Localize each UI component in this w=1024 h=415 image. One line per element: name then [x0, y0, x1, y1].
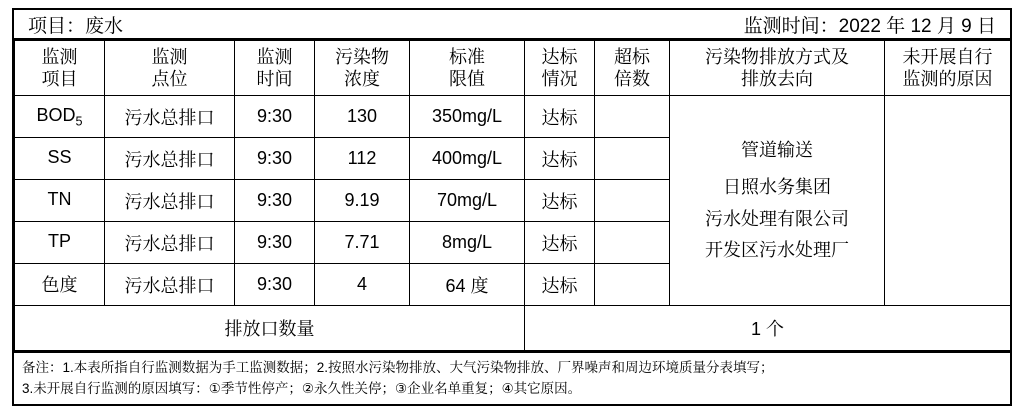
- cell-time: 9:30: [235, 180, 315, 222]
- cell-item: [15, 222, 105, 264]
- cell-item-text: TN: [47, 188, 72, 209]
- discharge-line-2: 日照水务集团: [723, 177, 831, 198]
- col-header-item-line2: 项目: [41, 69, 78, 90]
- cell-item: [15, 138, 105, 180]
- cell-item-text: BOD: [36, 104, 76, 125]
- discharge-line-4: 开发区污水处理厂: [705, 240, 849, 261]
- cell-item-subscript: 5: [75, 114, 83, 129]
- cell-status: 达标: [525, 138, 595, 180]
- sheet-header: [14, 10, 1010, 40]
- col-header-reason-line1: 未开展自行: [902, 46, 993, 67]
- cell-discharge-method: [670, 96, 885, 306]
- cell-time: 9:30: [235, 222, 315, 264]
- cell-exceed: [595, 138, 670, 180]
- cell-concentration: 7.71: [315, 222, 410, 264]
- col-header-exceed-line1: 超标: [614, 46, 650, 67]
- col-header-concentration: [315, 41, 410, 96]
- cell-limit: 400mg/L: [410, 138, 525, 180]
- cell-exceed: [595, 180, 670, 222]
- cell-status: 达标: [525, 180, 595, 222]
- cell-item-text: 色度: [41, 274, 78, 295]
- cell-concentration: 130: [315, 96, 410, 138]
- col-header-conc-line2: 浓度: [344, 69, 380, 90]
- cell-exceed: [595, 96, 670, 138]
- cell-limit: 8mg/L: [410, 222, 525, 264]
- cell-point: 污水总排口: [105, 264, 235, 306]
- col-header-status-line2: 情况: [541, 69, 578, 90]
- col-header-point-line2: 点位: [151, 69, 188, 90]
- col-header-limit-line1: 标准: [449, 46, 485, 67]
- outlet-count-row: [15, 306, 1011, 351]
- discharge-spacer: [673, 166, 881, 172]
- col-header-item-line1: 监测: [41, 46, 78, 67]
- cell-point: 污水总排口: [105, 96, 235, 138]
- cell-point: 污水总排口: [105, 222, 235, 264]
- col-header-reason: [885, 41, 1011, 96]
- cell-concentration: 9.19: [315, 180, 410, 222]
- col-header-reason-line2: 监测的原因: [902, 69, 993, 90]
- cell-no-monitoring-reason: [885, 96, 1011, 306]
- cell-concentration: 4: [315, 264, 410, 306]
- cell-concentration: 112: [315, 138, 410, 180]
- col-header-conc-line1: 污染物: [335, 46, 389, 67]
- col-header-item: [15, 41, 105, 96]
- cell-status: 达标: [525, 96, 595, 138]
- cell-item-text: TP: [47, 230, 71, 251]
- cell-status: 达标: [525, 222, 595, 264]
- col-header-point: [105, 41, 235, 96]
- cell-point: 污水总排口: [105, 138, 235, 180]
- remarks-line-1: 备注：1.本表所指自行监测数据为手工监测数据；2.按照水污染物排放、大气污染物排放、厂界噪声和周边环境质量分表填写；: [22, 360, 774, 376]
- outlet-count-label: 排放口数量: [15, 306, 525, 351]
- col-header-exceed-line2: 倍数: [614, 69, 650, 90]
- cell-item: [15, 96, 105, 138]
- col-header-time: [235, 41, 315, 96]
- col-header-discharge: [670, 41, 885, 96]
- project-label: 项目：废水: [28, 15, 124, 37]
- cell-limit: 70mg/L: [410, 180, 525, 222]
- cell-item-text: SS: [47, 146, 72, 167]
- monitoring-report-sheet: [12, 8, 1012, 406]
- cell-item: [15, 180, 105, 222]
- cell-point: 污水总排口: [105, 180, 235, 222]
- cell-item: [15, 264, 105, 306]
- col-header-discharge-line1: 污染物排放方式及: [705, 46, 849, 67]
- monitoring-data-table: [14, 40, 1011, 351]
- table-header-row: [15, 41, 1011, 96]
- col-header-exceed: [595, 41, 670, 96]
- remarks-section: [14, 351, 1010, 404]
- cell-time: 9:30: [235, 96, 315, 138]
- cell-status: 达标: [525, 264, 595, 306]
- discharge-line-1: 管道输送: [741, 139, 813, 160]
- cell-limit: 350mg/L: [410, 96, 525, 138]
- monitoring-date-label: 监测时间：2022 年 12 月 9 日: [743, 15, 996, 37]
- col-header-limit: [410, 41, 525, 96]
- cell-time: 9:30: [235, 264, 315, 306]
- cell-limit: 64 度: [410, 264, 525, 306]
- cell-time: 9:30: [235, 138, 315, 180]
- remarks-line-2: 3.未开展自行监测的原因填写：①季节性停产；②永久性关停；③企业名单重复；④其它原因。: [22, 381, 582, 397]
- col-header-discharge-line2: 排放去向: [741, 69, 813, 90]
- col-header-time-line2: 时间: [256, 69, 293, 90]
- table-row: [15, 96, 1011, 138]
- col-header-time-line1: 监测: [256, 46, 293, 67]
- outlet-count-value: 1 个: [525, 306, 1011, 351]
- col-header-status: [525, 41, 595, 96]
- cell-exceed: [595, 222, 670, 264]
- cell-exceed: [595, 264, 670, 306]
- col-header-point-line1: 监测: [151, 46, 188, 67]
- discharge-line-3: 污水处理有限公司: [705, 208, 849, 229]
- col-header-status-line1: 达标: [541, 46, 578, 67]
- col-header-limit-line2: 限值: [449, 69, 485, 90]
